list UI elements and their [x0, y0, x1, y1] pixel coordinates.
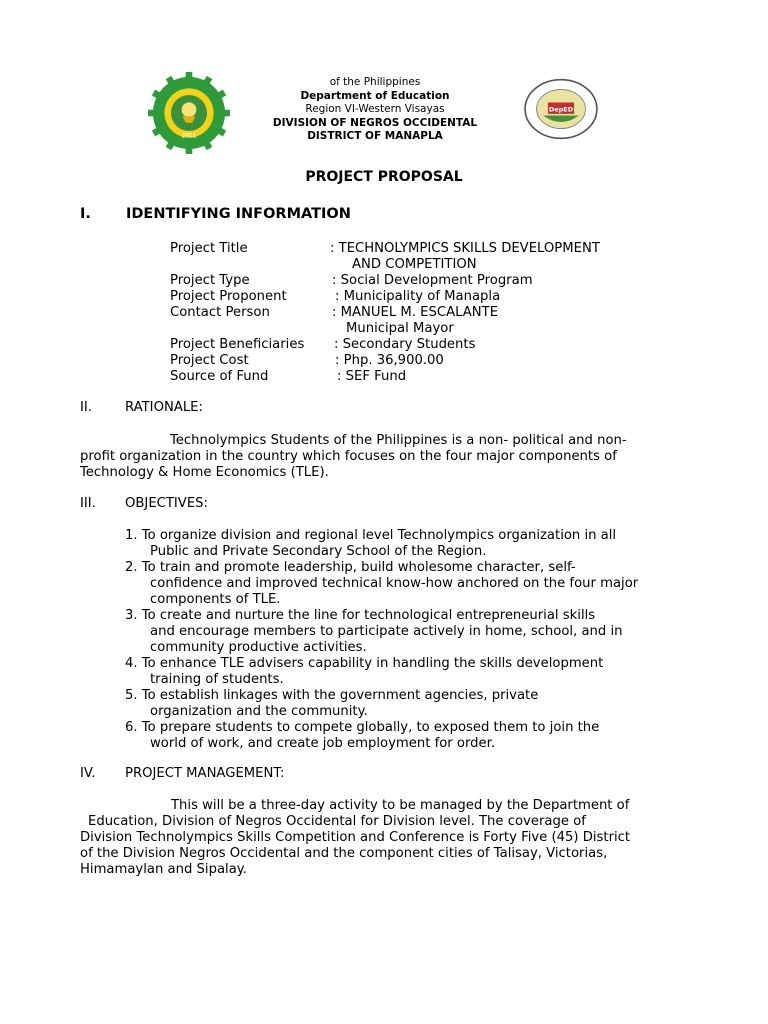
- paragraph-line: Technolympics Students of the Philippines is a non- political and non-: [170, 433, 627, 448]
- paragraph-line: of the Division Negros Occidental and the component cities of Talisay, Victorias,: [80, 846, 608, 861]
- info-value: : Municipality of Manapla: [335, 289, 501, 304]
- section-3-heading: [80, 496, 208, 511]
- letterhead-region: Region VI-Western Visayas: [305, 103, 445, 115]
- info-value: : Secondary Students: [334, 337, 476, 352]
- section-4-heading: [80, 766, 284, 781]
- objective-line: 5. To establish linkages with the government agencies, private: [125, 688, 539, 703]
- paragraph-line: Technology & Home Economics (TLE).: [80, 465, 329, 480]
- seal-year: 2001: [181, 133, 197, 140]
- paragraph-line: Division Technolympics Skills Competition and Conference is Forty Five (45) District: [80, 830, 631, 845]
- info-value: : TECHNOLYMPICS SKILLS DEVELOPMENT: [330, 241, 600, 256]
- objective-line: world of work, and create job employment for order.: [150, 736, 496, 751]
- rationale-paragraph: [80, 433, 720, 481]
- objective-line: 4. To enhance TLE advisers capability in handling the skills development: [125, 656, 604, 671]
- letterhead-line-1: of the Philippines: [329, 76, 421, 88]
- paragraph-line: This will be a three-day activity to be managed by the Department of: [171, 798, 630, 813]
- info-label: Project Cost: [170, 353, 249, 368]
- objectives-list: [125, 528, 638, 752]
- objective-line: and encourage members to participate actively in home, school, and in: [150, 624, 623, 639]
- section-3-title: OBJECTIVES:: [125, 496, 208, 511]
- objective-line: 6. To prepare students to compete globally, to exposed them to join the: [125, 720, 600, 735]
- objective-line: Public and Private Secondary School of the Region.: [150, 544, 487, 559]
- info-value: : SEF Fund: [337, 369, 407, 384]
- objective-line: training of students.: [150, 672, 284, 687]
- section-1-title: IDENTIFYING INFORMATION: [126, 206, 351, 222]
- letterhead-district: DISTRICT OF MANAPLA: [307, 130, 443, 142]
- section-4-number: IV.: [80, 766, 96, 781]
- info-label: Project Title: [170, 241, 248, 256]
- objective-line: components of TLE.: [150, 592, 281, 607]
- section-2-number: II.: [80, 400, 92, 415]
- technolympics-seal-logo: [148, 72, 230, 154]
- info-value: : Php. 36,900.00: [335, 353, 444, 368]
- objective-line: community productive activities.: [150, 640, 367, 655]
- paragraph-line: profit organization in the country which focuses on the four major components of: [80, 449, 617, 464]
- info-label: Project Proponent: [170, 289, 287, 304]
- letterhead: [240, 76, 510, 144]
- section-1-heading: [80, 206, 351, 222]
- section-2-heading: [80, 400, 203, 415]
- info-value: : Social Development Program: [332, 273, 533, 288]
- section-2-title: RATIONALE:: [125, 400, 203, 415]
- info-label: Project Beneficiaries: [170, 337, 305, 352]
- info-value: : MANUEL M. ESCALANTE: [332, 305, 499, 320]
- document-title: PROJECT PROPOSAL: [305, 169, 463, 185]
- objective-line: 1. To organize division and regional level Technolympics organization in all: [125, 528, 617, 543]
- info-label: Project Type: [170, 273, 250, 288]
- section-4-title: PROJECT MANAGEMENT:: [125, 766, 285, 781]
- info-label: Contact Person: [170, 305, 270, 320]
- deped-label: DepED: [548, 105, 574, 114]
- info-value: AND COMPETITION: [352, 257, 477, 272]
- info-value: Municipal Mayor: [346, 321, 454, 336]
- section-1-number: I.: [80, 206, 91, 222]
- project-management-paragraph: [80, 798, 720, 878]
- division-seal-logo: [520, 78, 602, 140]
- paragraph-line: Himamaylan and Sipalay.: [80, 862, 247, 877]
- objective-line: 2. To train and promote leadership, build wholesome character, self-: [125, 560, 576, 575]
- paragraph-line: Education, Division of Negros Occidental for Division level. The coverage of: [88, 814, 586, 829]
- objective-line: 3. To create and nurture the line for technological entrepreneurial skills: [125, 608, 596, 623]
- letterhead-department: Department of Education: [300, 89, 450, 102]
- letterhead-division: DIVISION OF NEGROS OCCIDENTAL: [272, 116, 478, 129]
- objective-line: confidence and improved technical know-how anchored on the four major: [150, 576, 639, 591]
- info-label: Source of Fund: [170, 369, 269, 384]
- section-3-number: III.: [80, 496, 96, 511]
- objective-line: organization and the community.: [150, 704, 368, 719]
